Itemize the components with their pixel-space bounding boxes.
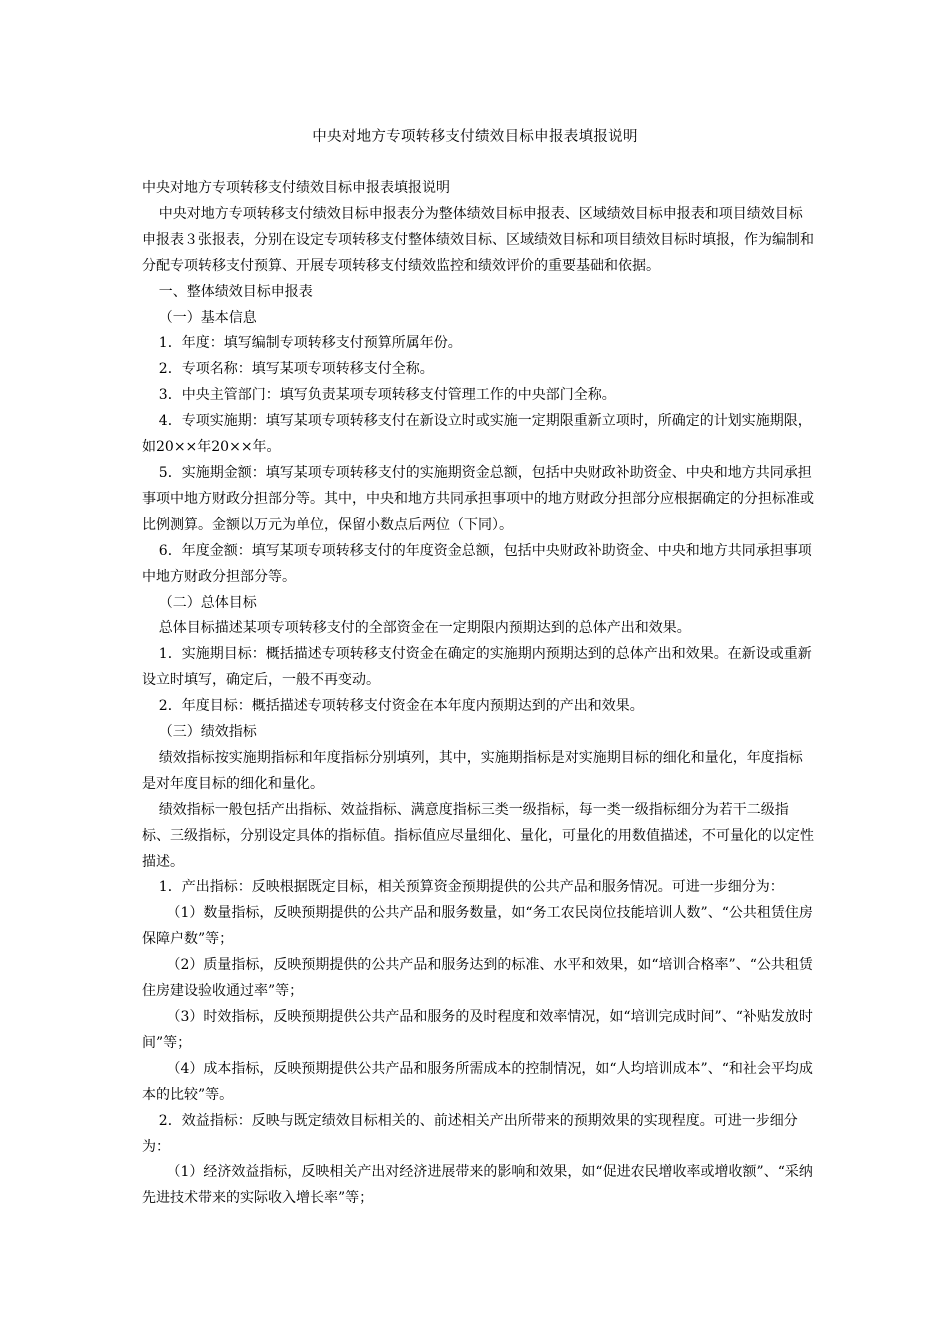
document-title: 中央对地方专项转移支付绩效目标申报表填报说明	[312, 129, 638, 145]
paragraph: 6．年度金额：填写某项专项转移支付的年度资金总额，包括中央财政补助资金、中央和地方共同承担事项中地方财政分担部分等。	[142, 542, 812, 585]
paragraph: （三）绩效指标	[158, 724, 257, 741]
paragraph: （二）总体目标	[158, 594, 257, 611]
paragraph: 2．年度目标：概括描述专项转移支付资金在本年度内预期达到的产出和效果。	[158, 698, 644, 715]
paragraph: 1．实施期目标：概括描述专项转移支付资金在确定的实施期内预期达到的总体产出和效果。在新设或重新设立时填写，确定后，一般不再变动。	[142, 646, 812, 689]
paragraph: 中央对地方专项转移支付绩效目标申报表填报说明	[142, 180, 450, 196]
paragraph: （4）成本指标，反映预期提供公共产品和服务所需成本的控制情况，如“人均培训成本”、“和社会平均成本的比较”等。	[142, 1060, 813, 1103]
paragraph: 绩效指标按实施期指标和年度指标分别填列，其中，实施期指标是对实施期目标的细化和量化，年度指标是对年度目标的细化和量化。	[142, 749, 803, 792]
paragraph: 2．专项名称：填写某项专项转移支付全称。	[158, 361, 434, 378]
paragraph: 中央对地方专项转移支付绩效目标申报表分为整体绩效目标申报表、区域绩效目标申报表和项目绩效目标申报表３张报表，分别在设定专项转移支付整体绩效目标、区域绩效目标和项目绩效目标时填报，作为编制和分配专项转移支付预算、开展专项转移支付绩效监控和绩效评价的重要基础和依据。	[142, 205, 814, 274]
paragraph: （3）时效指标，反映预期提供公共产品和服务的及时程度和效率情况，如“培训完成时间”、“补贴发放时间”等；	[142, 1009, 813, 1051]
paragraph: 1．年度：填写编制专项转移支付预算所属年份。	[158, 335, 462, 352]
paragraph: 2．效益指标：反映与既定绩效目标相关的、前述相关产出所带来的预期效果的实现程度。可进一步细分为：	[142, 1112, 798, 1155]
paragraph: 总体目标描述某项专项转移支付的全部资金在一定期限内预期达到的总体产出和效果。	[158, 620, 691, 637]
document-body	[142, 176, 814, 1212]
paragraph: 绩效指标一般包括产出指标、效益指标、满意度指标三类一级指标，每一类一级指标细分为若干二级指标、三级指标，分别设定具体的指标值。指标值应尽量细化、量化，可量化的用数值描述，不可量化的以定性描述。	[142, 801, 814, 870]
paragraph: 一、整体绩效目标申报表	[158, 283, 313, 300]
paragraph: （1）数量指标，反映预期提供的公共产品和服务数量，如“务工农民岗位技能培训人数”、“公共租赁住房保障户数”等；	[142, 905, 813, 948]
paragraph: 1．产出指标：反映根据既定目标，相关预算资金预期提供的公共产品和服务情况。可进一步细分为：	[158, 879, 784, 896]
paragraph: 3．中央主管部门：填写负责某项专项转移支付管理工作的中央部门全称。	[158, 387, 616, 404]
paragraph: 5．实施期金额：填写某项专项转移支付的实施期资金总额，包括中央财政补助资金、中央和地方共同承担事项中地方财政分担部分等。其中，中央和地方共同承担事项中的地方财政分担部分应根据确定的分担标准或比例测算。金额以万元为单位，保留小数点后两位（下同）。	[142, 464, 814, 533]
paragraph: 4．专项实施期：填写某项专项转移支付在新设立时或实施一定期限重新立项时，所确定的计划实施期限，如20××年20××年。	[142, 413, 812, 456]
paragraph: （1）经济效益指标，反映相关产出对经济进展带来的影响和效果，如“促进农民增收率或增收额”、“采纳先进技术带来的实际收入增长率”等；	[142, 1164, 813, 1207]
paragraph: （一）基本信息	[158, 309, 257, 326]
paragraph: （2）质量指标，反映预期提供的公共产品和服务达到的标准、水平和效果，如“培训合格率”、“公共租赁住房建设验收通过率”等；	[142, 957, 813, 1000]
